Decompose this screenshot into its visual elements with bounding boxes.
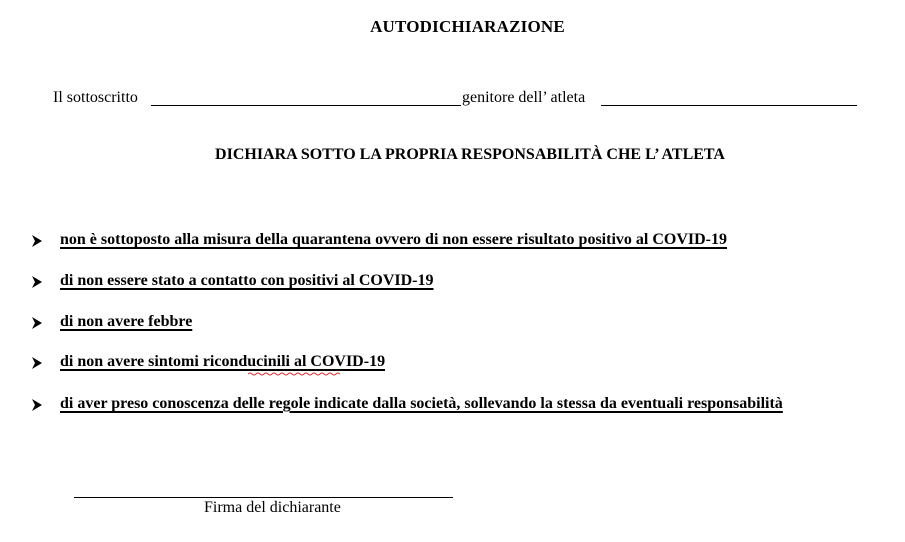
declaration-heading: DICHIARA SOTTO LA PROPRIA RESPONSABILITÀ CHE L’ ATLETA: [215, 146, 725, 163]
document-title: AUTODICHIARAZIONE: [370, 17, 565, 36]
signature-label: Firma del dichiarante: [204, 499, 341, 516]
declaration-item-text: non è sottoposto alla misura della quarantena ovvero di non essere risultato positivo al COVID-19: [60, 231, 727, 248]
arrowhead-bullet-icon: [30, 234, 44, 248]
arrowhead-bullet-icon: [30, 356, 44, 370]
arrowhead-bullet-icon: [30, 316, 44, 330]
declaration-item: [30, 353, 890, 375]
declaration-item: [30, 272, 890, 294]
guardian-label: genitore dell’ atleta: [462, 89, 586, 106]
declaration-item-text: di aver preso conoscenza delle regole indicate dalla società, sollevando la stessa da eventuali responsabilità: [60, 395, 783, 412]
declaration-item-text: di non avere sintomi riconducinili al COVID-19: [60, 353, 386, 370]
declaration-item-text: di non avere febbre: [60, 313, 193, 330]
signature-blank-line[interactable]: [74, 497, 453, 498]
arrowhead-bullet-icon: [30, 398, 44, 412]
arrowhead-bullet-icon: [30, 275, 44, 289]
spellcheck-underline: [248, 372, 340, 376]
declaration-item: [30, 395, 890, 417]
declaration-item: [30, 313, 890, 335]
declaration-item-text: di non essere stato a contatto con positivi al COVID-19: [60, 272, 434, 289]
declaration-item: [30, 231, 890, 253]
signer-label: Il sottoscritto: [53, 89, 138, 106]
